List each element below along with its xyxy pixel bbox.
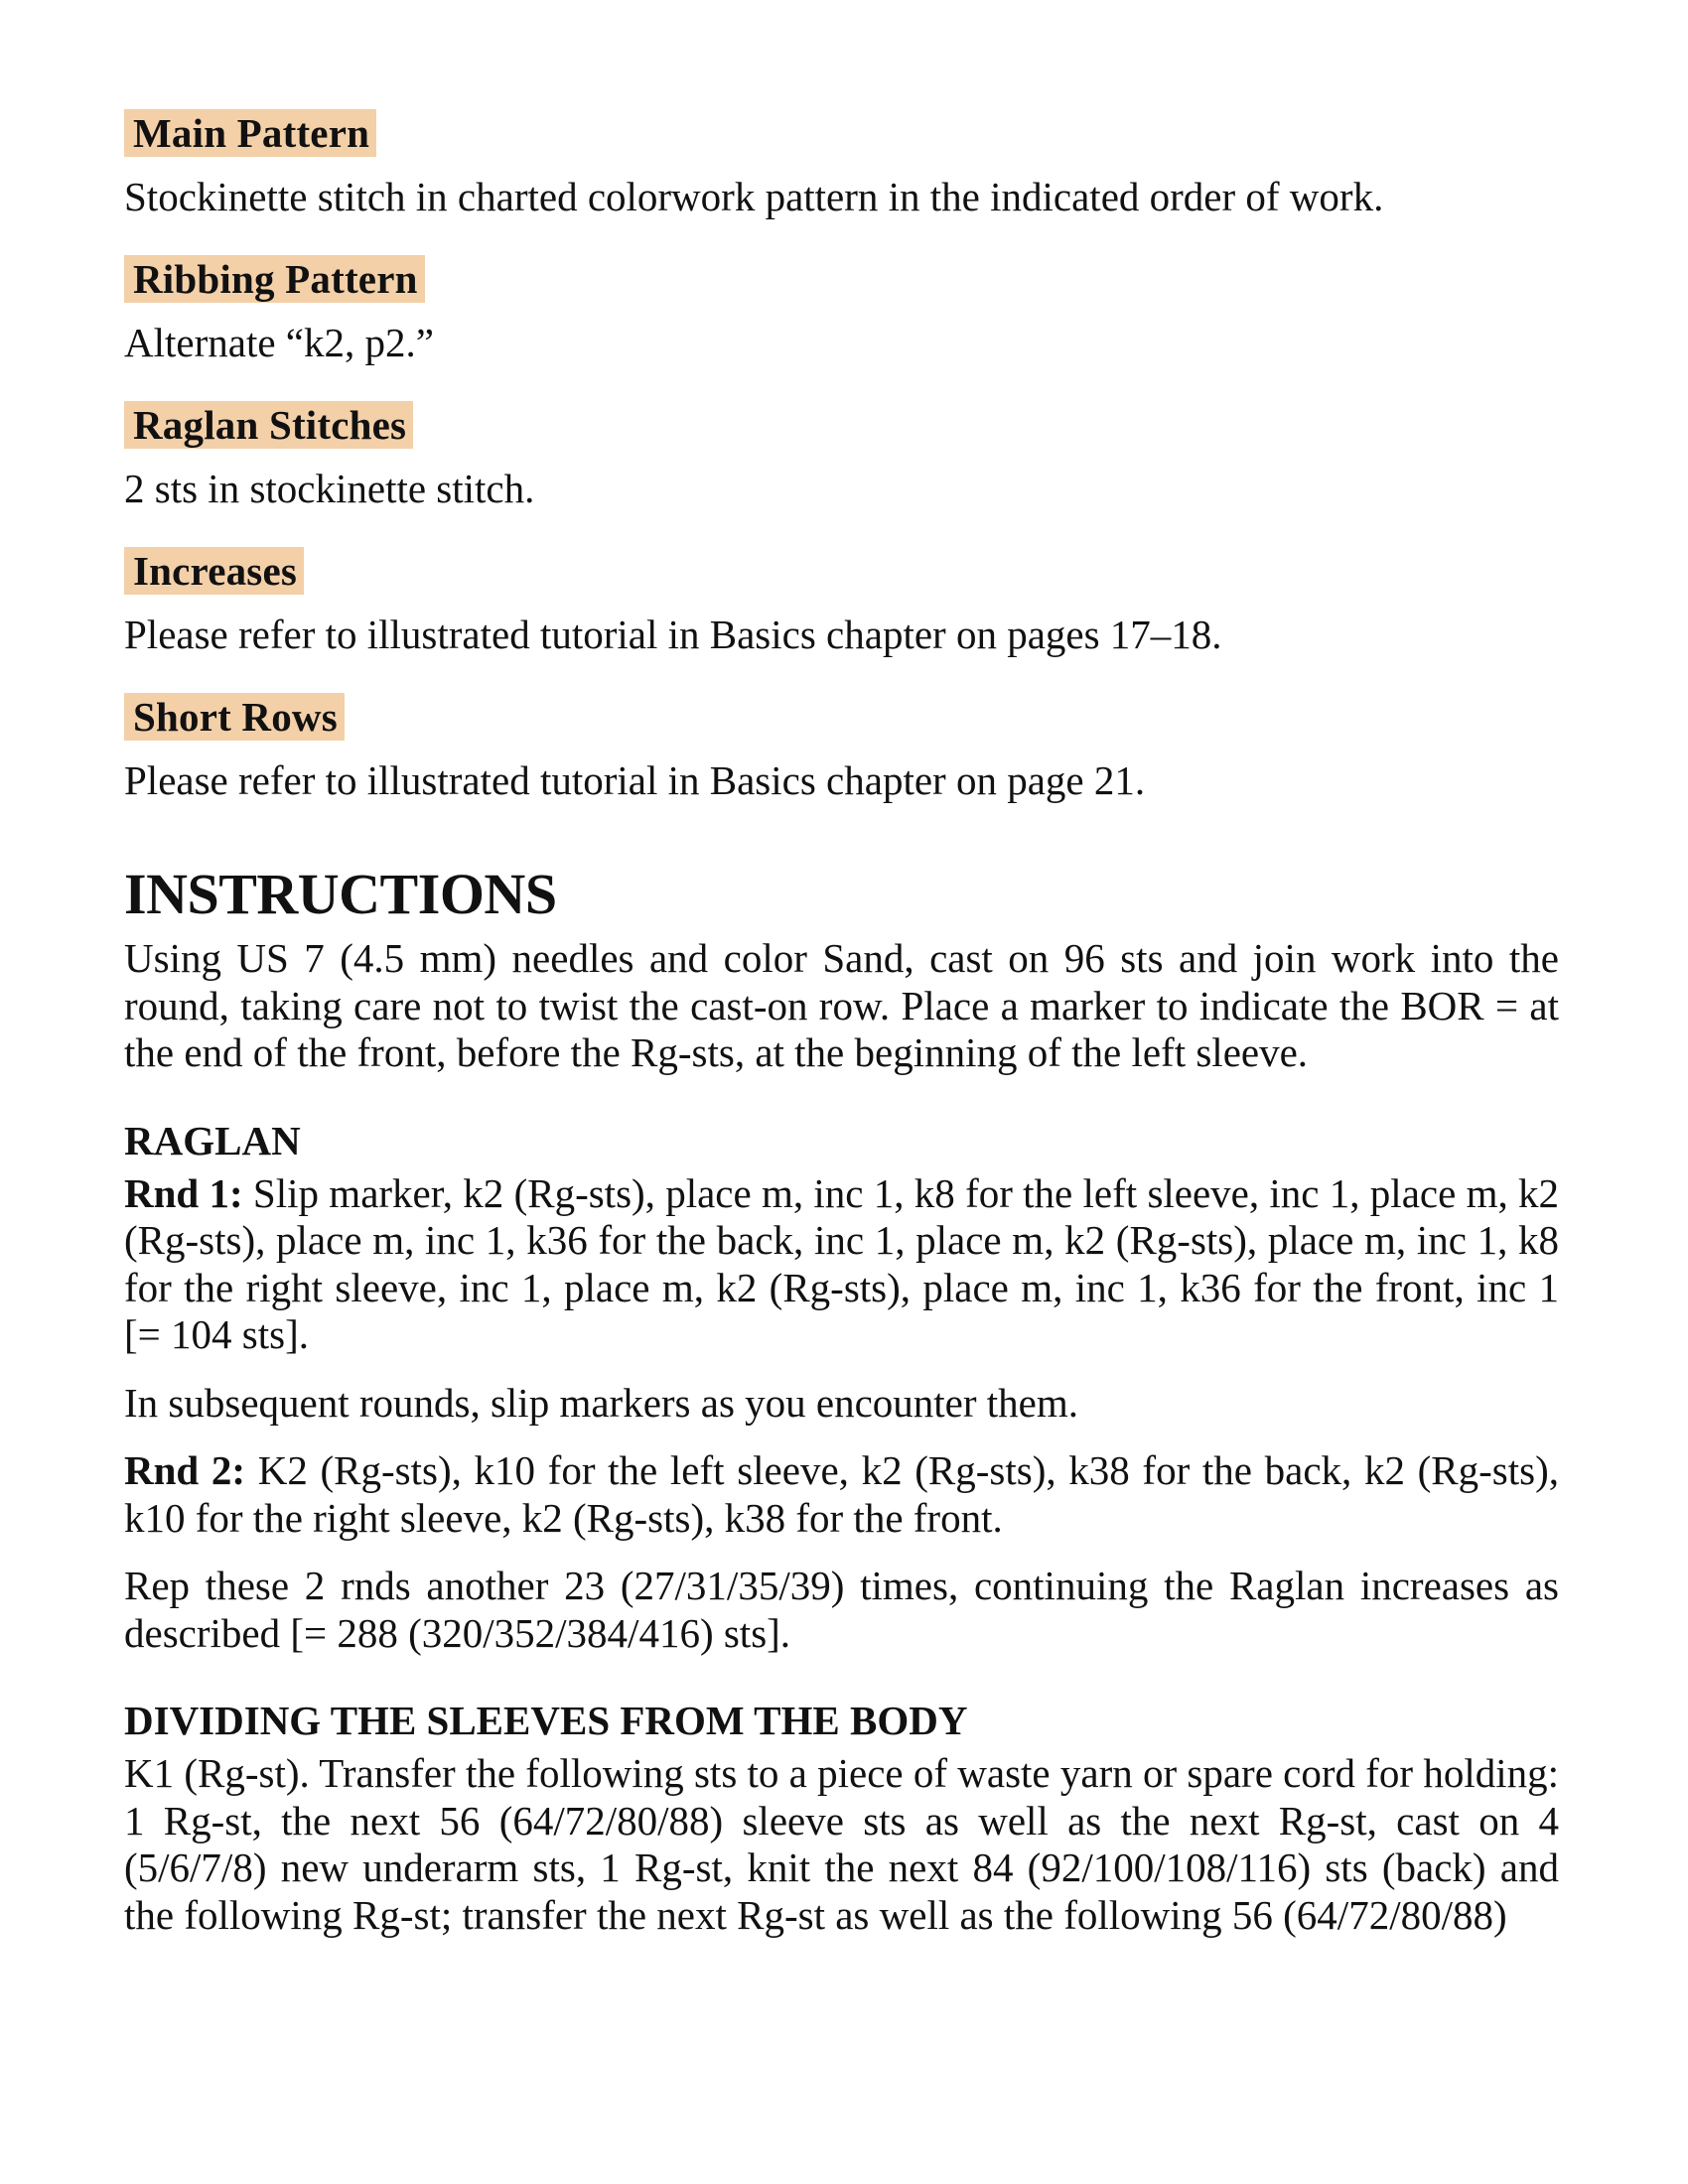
section-text: 2 sts in stockinette stitch. <box>124 466 535 511</box>
section-ribbing-pattern <box>124 255 1559 366</box>
raglan-heading: RAGLAN <box>124 1117 301 1163</box>
raglan-subsequent: In subsequent rounds, slip markers as you encounter them. <box>124 1379 1079 1426</box>
raglan-rnd2 <box>124 1447 1559 1542</box>
raglan-rnd1 <box>124 1170 1559 1359</box>
section-text: Stockinette stitch in charted colorwork pattern in the indicated order of work. <box>124 174 1384 219</box>
instructions-heading: INSTRUCTIONS <box>124 862 557 926</box>
page-content <box>124 109 1559 1939</box>
dividing-text: K1 (Rg-st). Transfer the following sts to a piece of waste yarn or spare cord for holding: 1 Rg-st, the next 56 (64/72/80/88) sleeve sts as well as the next Rg-st, cast on 4 (5/6/7/8) new underarm sts, 1 Rg-st, knit the next 84 (92/100/108/116) sts (back) and the following Rg-st; transfer the next Rg-st as well as the following 56 (64/72/80/88) <box>124 1750 1559 1938</box>
section-label: Main Pattern <box>124 109 376 157</box>
raglan-repeat: Rep these 2 rnds another 23 (27/31/35/39) times, continuing the Raglan increases as described [= 288 (320/352/384/416) sts]. <box>124 1563 1559 1656</box>
section-increases <box>124 547 1559 658</box>
rnd2-label: Rnd 2: <box>124 1447 246 1493</box>
rnd1-label: Rnd 1: <box>124 1169 243 1216</box>
section-label: Ribbing Pattern <box>124 255 425 303</box>
dividing-heading: DIVIDING THE SLEEVES FROM THE BODY <box>124 1698 968 1743</box>
rnd1-text: Slip marker, k2 (Rg-sts), place m, inc 1, k8 for the left sleeve, inc 1, place m, k2 (Rg-sts), place m, inc 1, k36 for the back, inc 1, place m, k2 (Rg-sts), place m, inc 1, k8 for the right sleeve, inc 1, place m, k2 (Rg-sts), place m, inc 1, k36 for the front, inc 1 [= 104 sts]. <box>124 1169 1559 1357</box>
rnd2-text: K2 (Rg-sts), k10 for the left sleeve, k2 (Rg-sts), k38 for the back, k2 (Rg-sts), k10 for the right sleeve, k2 (Rg-sts), k38 for the front. <box>124 1447 1559 1541</box>
section-text: Please refer to illustrated tutorial in Basics chapter on pages 17–18. <box>124 612 1222 657</box>
section-label: Increases <box>124 547 304 595</box>
section-text: Please refer to illustrated tutorial in Basics chapter on page 21. <box>124 757 1146 803</box>
instructions-intro: Using US 7 (4.5 mm) needles and color Sand, cast on 96 sts and join work into the round, taking care not to twist the cast-on row. Place a marker to indicate the BOR = at the end of the front, before the Rg-sts, at the beginning of the left sleeve. <box>124 935 1559 1075</box>
section-short-rows <box>124 693 1559 804</box>
section-label: Short Rows <box>124 693 345 741</box>
section-label: Raglan Stitches <box>124 401 413 449</box>
section-raglan-stitches <box>124 401 1559 512</box>
section-main-pattern <box>124 109 1559 220</box>
section-text: Alternate “k2, p2.” <box>124 320 434 365</box>
